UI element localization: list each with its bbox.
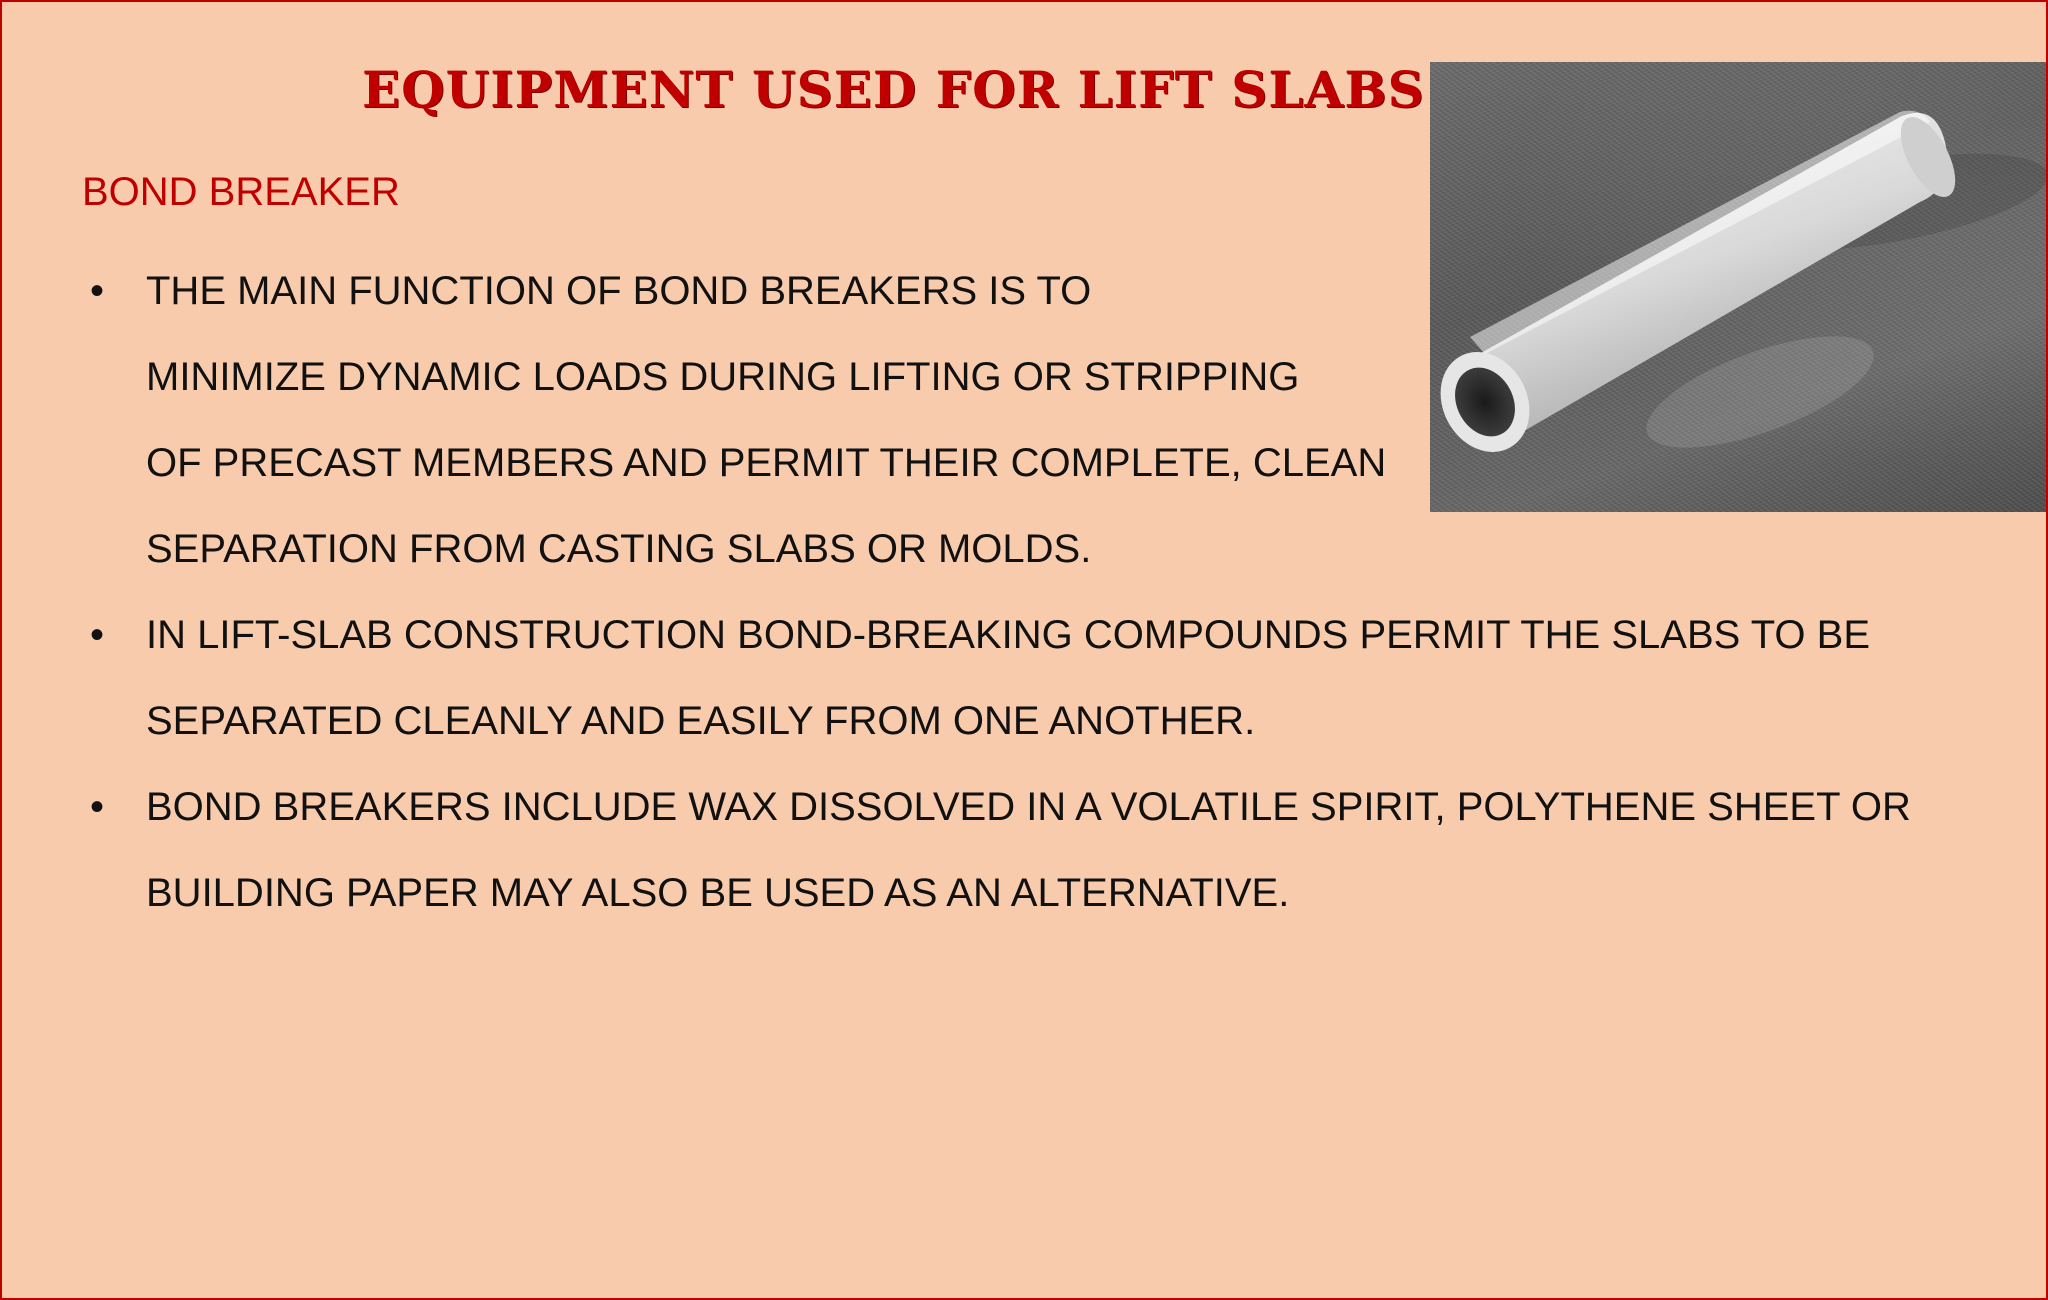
bullet-dot-icon: •	[89, 613, 104, 657]
bullet-dot-icon: •	[89, 785, 104, 829]
bullet-item	[82, 592, 1982, 764]
bullet-item	[82, 764, 1982, 936]
bullet-line: SEPARATION FROM CASTING SLABS OR MOLDS.	[146, 527, 1092, 571]
bullet-line: IN LIFT-SLAB CONSTRUCTION BOND-BREAKING COMPOUNDS PERMIT THE SLABS TO BE	[146, 613, 1871, 657]
bullet-line: MINIMIZE DYNAMIC LOADS DURING LIFTING OR STRIPPING	[146, 355, 1300, 399]
bullet-line: THE MAIN FUNCTION OF BOND BREAKERS IS TO	[146, 269, 1092, 313]
section-subheading: BOND BREAKER	[82, 170, 400, 214]
bullet-line: BOND BREAKERS INCLUDE WAX DISSOLVED IN A VOLATILE SPIRIT, POLYTHENE SHEET OR	[146, 785, 1911, 829]
slide-title: EQUIPMENT USED FOR LIFT SLABS	[362, 60, 1425, 119]
bullet-dot-icon: •	[89, 269, 104, 313]
bullet-line: SEPARATED CLEANLY AND EASILY FROM ONE ANOTHER.	[146, 699, 1256, 743]
bullet-item	[82, 248, 1982, 592]
bullet-list	[82, 248, 1982, 936]
bullet-line: BUILDING PAPER MAY ALSO BE USED AS AN ALTERNATIVE.	[146, 871, 1290, 915]
bullet-line: OF PRECAST MEMBERS AND PERMIT THEIR COMPLETE, CLEAN	[146, 441, 1387, 485]
